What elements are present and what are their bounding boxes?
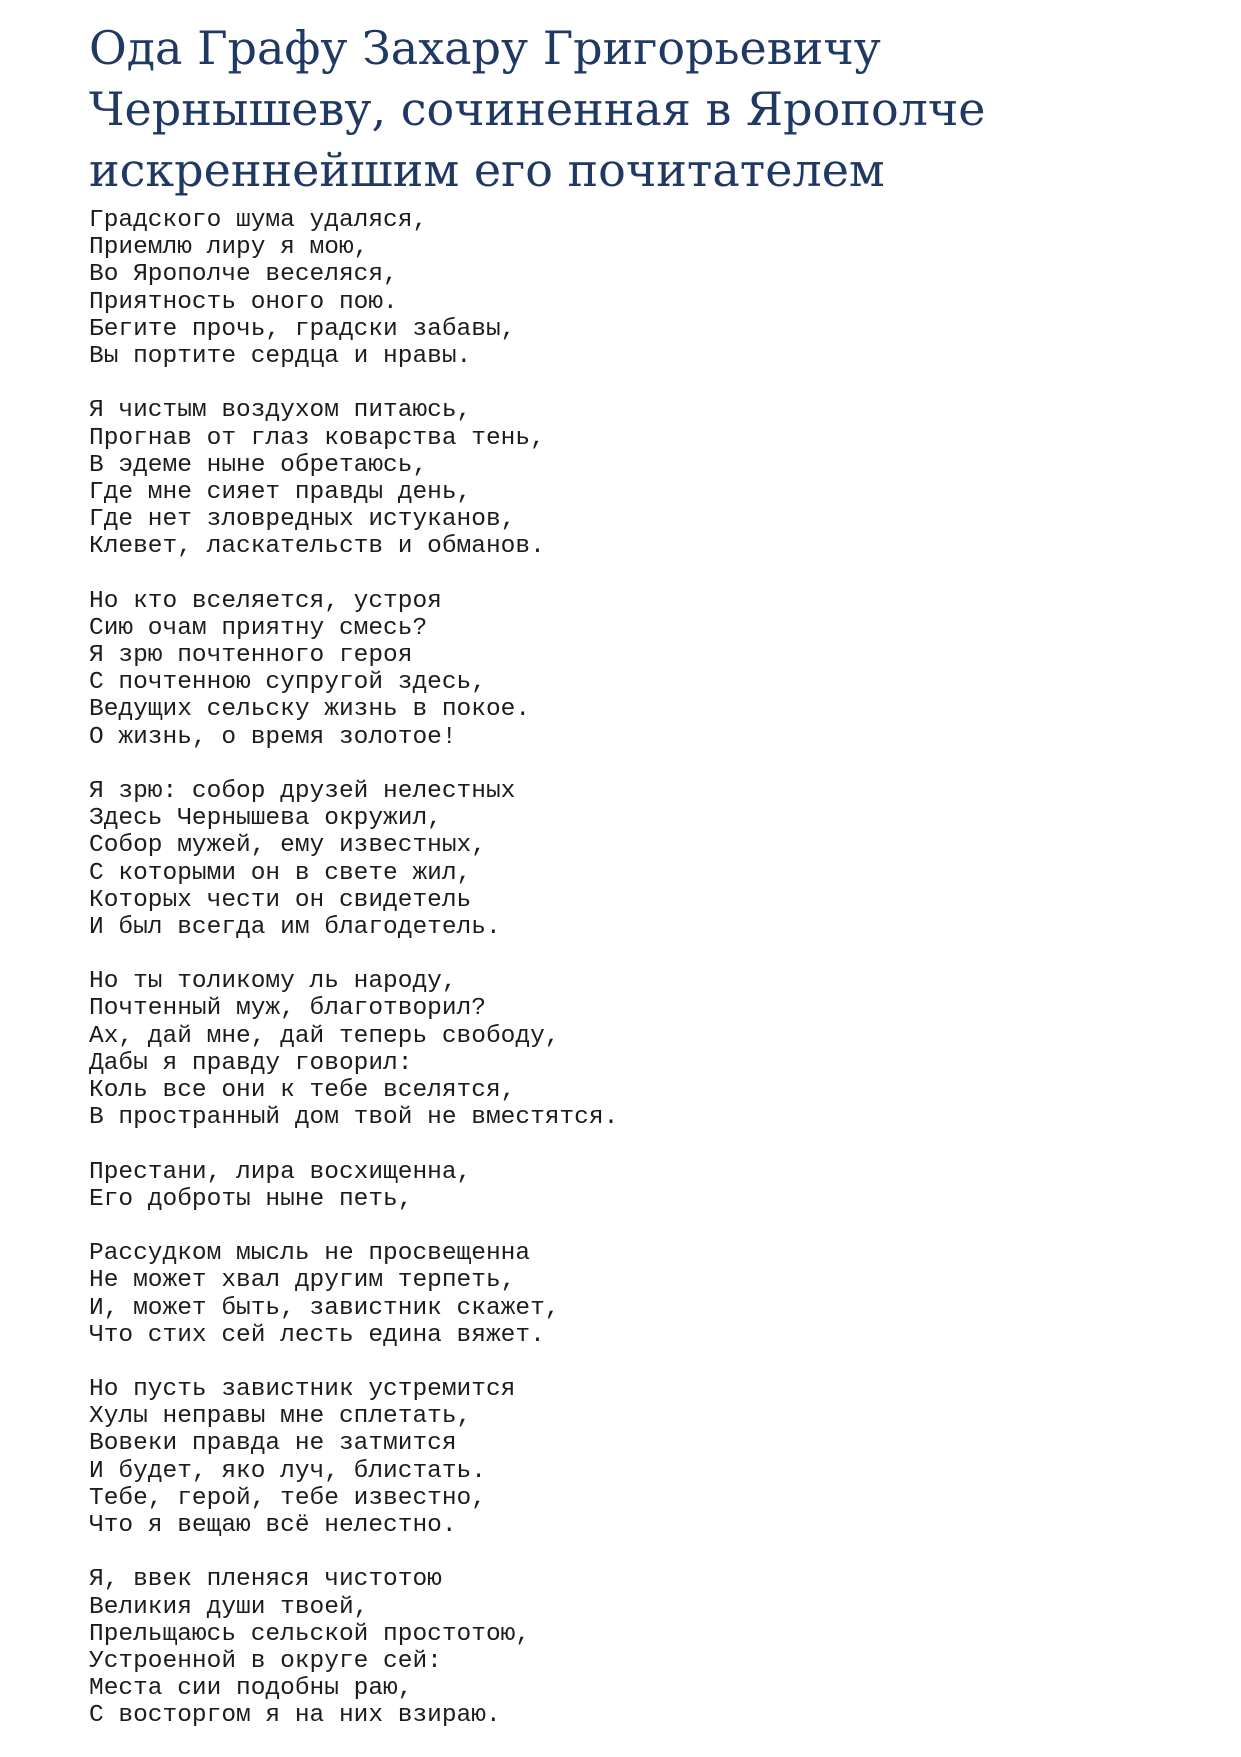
stanza	[89, 1376, 1189, 1539]
poem-line: Тебе, герой, тебе известно,	[89, 1484, 486, 1512]
poem-line: И был всегда им благодетель.	[89, 913, 501, 941]
poem-line: Клевет, ласкательств и обманов.	[89, 533, 545, 561]
poem-line: Устроенной в округе сей:	[89, 1647, 442, 1675]
stanza	[89, 778, 1189, 941]
poem-line: Во Ярополче веселяся,	[89, 261, 398, 289]
poem-line: Я чистым воздухом питаюсь,	[89, 397, 472, 425]
poem-line: Его доброты ныне петь,	[89, 1185, 413, 1213]
poem-line: Здесь Чернышева окружил,	[89, 805, 442, 833]
poem-line: Я зрю почтенного героя	[89, 642, 413, 669]
poem-line: Градского шума удаляся,	[89, 207, 428, 234]
stanza	[89, 1240, 1189, 1349]
poem-line: Почтенный муж, благотворил?	[89, 995, 486, 1023]
poem-line: И, может быть, завистник скажет,	[89, 1294, 560, 1322]
poem-line: Вы портите сердца и нравы.	[89, 342, 472, 370]
poem-line: Собор мужей, ему известных,	[89, 832, 486, 860]
poem-line: Приемлю лиру я мою,	[89, 234, 369, 262]
stanza	[89, 968, 1189, 1131]
poem-line: Что я вещаю всё нелестно.	[89, 1512, 457, 1539]
poem-line: Приятность оного пою.	[89, 288, 398, 316]
poem-line: В эдеме ныне обретаюсь,	[89, 451, 428, 479]
poem-line: Но ты толикому ль народу,	[89, 968, 457, 996]
poem-line: Хулы неправы мне сплетать,	[89, 1403, 472, 1431]
poem-line: Ведущих сельску жизнь в покое.	[89, 696, 531, 724]
poem-line: Рассудком мысль не просвещенна	[89, 1240, 531, 1268]
poem-line: Сию очам приятну смесь?	[89, 614, 428, 642]
poem-line: С которыми он в свете жил,	[89, 859, 472, 887]
stanza	[89, 207, 1189, 370]
title-line: Чернышеву, сочиненная в Ярополче	[89, 82, 986, 136]
poem-line: В пространный дом твой не вместятся.	[89, 1104, 619, 1132]
poem-line: Я зрю: собор друзей нелестных	[89, 777, 516, 805]
poem-line: И будет, яко луч, блистать.	[89, 1457, 486, 1485]
poem-line: Прельщаюсь сельской простотою,	[89, 1620, 531, 1648]
poem-line: Но кто вселяется, устроя	[89, 587, 442, 615]
poem-line: Дабы я правду говорил:	[89, 1049, 413, 1077]
poem-line: Я, ввек пленяся чистотою	[89, 1566, 442, 1594]
poem-line: С почтенною супругой здесь,	[89, 669, 486, 697]
poem-line: Прогнав от глаз коварства тень,	[89, 424, 545, 452]
stanza	[89, 1159, 1189, 1213]
title-line: Ода Графу Захару Григорьевичу	[89, 21, 881, 75]
poem-line: Где мне сияет правды день,	[89, 478, 472, 506]
stanza	[89, 397, 1189, 560]
poem-line: Места сии подобны раю,	[89, 1675, 413, 1703]
poem-title	[89, 18, 1189, 201]
poem-line: Ах, дай мне, дай теперь свободу,	[89, 1022, 560, 1050]
poem-line: Вовеки правда не затмится	[89, 1430, 457, 1458]
poem-line: Где нет зловредных истуканов,	[89, 506, 516, 534]
poem-line: Но пусть завистник устремится	[89, 1376, 516, 1404]
poem-line: Великия души твоей,	[89, 1593, 369, 1621]
stanza	[89, 588, 1189, 751]
title-line: искреннейшим его почитателем	[89, 143, 885, 197]
poem-line: О жизнь, о время золотое!	[89, 723, 457, 751]
poem-line: Престани, лира восхищенна,	[89, 1158, 472, 1186]
poem-line: Коль все они к тебе вселятся,	[89, 1077, 516, 1104]
poem-body	[89, 207, 1189, 1757]
poem-line: Что стих сей лесть едина вяжет.	[89, 1321, 545, 1349]
stanza	[89, 1566, 1189, 1729]
poem-line: Не может хвал другим терпеть,	[89, 1267, 516, 1295]
poem-line: Бегите прочь, градски забавы,	[89, 315, 516, 343]
poem-line: С восторгом я на них взираю.	[89, 1702, 501, 1730]
poem-line: Которых чести он свидетель	[89, 886, 472, 914]
